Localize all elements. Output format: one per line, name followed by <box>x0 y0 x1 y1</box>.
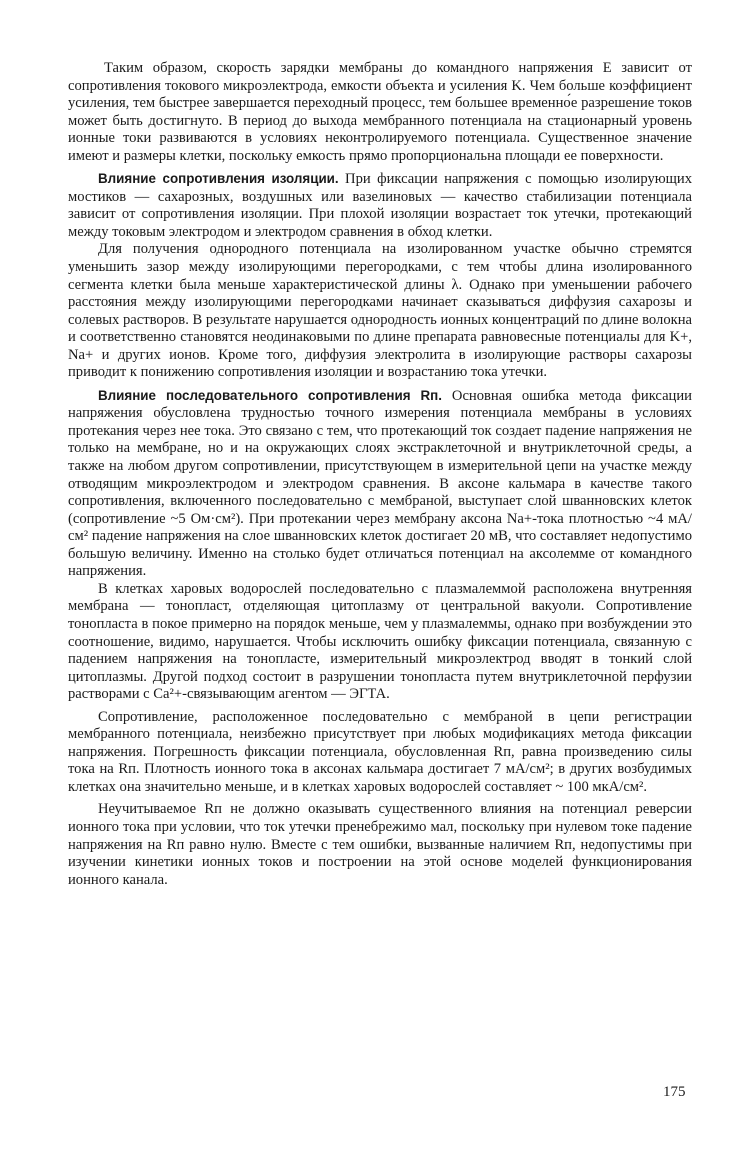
paragraph-text: Для получения однородного потенциала на изолированном участке обычно стремятся уменьшить зазор между изолирующими перегородками, с тем чтобы длина изолированного сегмента клетки была меньше характеристической длины λ. Однако при уменьшении рабочего расстояния между изолирующими перегородками начинает сказываться диффузия сахарозы и солевых растворов. В результате нарушается однородность ионных концентраций по длине волокна и соответственно становятся неодинаковыми по длине препарата равновесные потенциалы для K+, Na+ и других ионов. Кроме того, диффузия электролита в изолирующие растворы сахарозы приводит к понижению сопротивления изоляции и возрастанию тока утечки. <box>68 241 692 381</box>
page-number: 175 <box>663 1084 686 1100</box>
paragraph <box>68 60 692 165</box>
paragraph <box>68 387 692 581</box>
paragraph-text: Таким образом, скорость зарядки мембраны до командного напряжения E зависит от сопротивления токового микроэлектрода, емкости объекта и усиления K. Чем больше коэффициент усиления, тем быстрее завершается переходный процесс, тем большее временно́е разрешение токов может быть достигнуто. В период до выхода мембранного потенциала на стационарный уровень ионные токи развиваются в условиях неконтролируемого потенциала. Существенное значение имеют и размеры клетки, поскольку емкость прямо пропорциональна площади ее поверхности. <box>68 60 692 164</box>
body-text <box>68 60 692 889</box>
paragraph-text: В клетках харовых водорослей последовательно с плазмалеммой расположена внутренняя мембрана — тонопласт, отделяющая цитоплазму от центральной вакуоли. Сопротивление тонопласта в покое примерно на порядок меньше, чем у плазмалеммы, однако при возбуждении это соотношение, видимо, нарушается. Чтобы исключить ошибку фиксации потенциала, связанную с падением напряжения на тонопласте, измерительный микроэлектрод вводят в тонкий слой цитоплазмы. Другой подход состоит в разрушении тонопласта путем внутриклеточной перфузии растворами с Ca²+-связывающим агентом — ЭГТА. <box>68 580 692 703</box>
paragraph <box>68 581 692 704</box>
paragraph-text: Сопротивление, расположенное последовательно с мембраной в цепи регистрации мембранного потенциала, неизбежно присутствует при любых модификациях метода фиксации напряжения. Погрешность фиксации потенциала, обусловленная Rп, равна произведению силы тока на Rп. Плотность ионного тока в аксонах кальмара достигает 7 мА/см²; в других возбудимых клетках она значительно меньше, и в клетках харовых водорослей составляет ~ 100 мкА/см². <box>68 708 692 795</box>
paragraph <box>68 170 692 241</box>
paragraph-text: При фиксации напряжения с помощью изолирующих мостиков — сахарозных, воздушных или вазелиновых — качество стабилизации потенциала зависит от сопротивления изоляции. При плохой изоляции возрастает ток утечки, протекающий между токовым электродом и электродом сравнения в обход клетки. <box>68 171 692 240</box>
paragraph <box>68 709 692 797</box>
section-runin-heading: Влияние сопротивления изоляции. <box>98 171 339 187</box>
paragraph-text: Основная ошибка метода фиксации напряжения обусловлена трудностью точного измерения потенциала мембраны в условиях протекания через нее тока. Это связано с тем, что протекающий ток создает падение напряжения не только на мембране, но и на окружающих слоях экстраклеточной и внутриклеточной среды, а также на любом другом сопротивлении, присутствующем в измерительной цепи на участке между отводящим микроэлектродом и электродом сравнения. В аксоне кальмара в качестве такого сопротивления, включенного последовательно с мембраной, выступает слой шванновских клеток (сопротивление ~5 Ом·см²). При протекании через мембрану аксона Na+-тока плотностью ~4 мА/см² падение напряжения на слое шванновских клеток достигает 20 мВ, что составляет недопустимо большую величину. Именно на столько будет отличаться потенциал на аксолемме от командного напряжения. <box>68 387 692 580</box>
section-runin-heading: Влияние последовательного сопротивления Rп. <box>98 387 442 403</box>
paragraph <box>68 801 692 889</box>
paragraph-text: Неучитываемое Rп не должно оказывать существенного влияния на потенциал реверсии ионного тока при условии, что ток утечки пренебрежимо мал, поскольку при нулевом токе падение напряжения на Rп равно нулю. Вместе с тем ошибки, вызванные наличием Rп, недопустимы при изучении кинетики ионных токов и построении на этой основе моделей функционирования ионного канала. <box>68 801 692 888</box>
paragraph <box>68 241 692 381</box>
